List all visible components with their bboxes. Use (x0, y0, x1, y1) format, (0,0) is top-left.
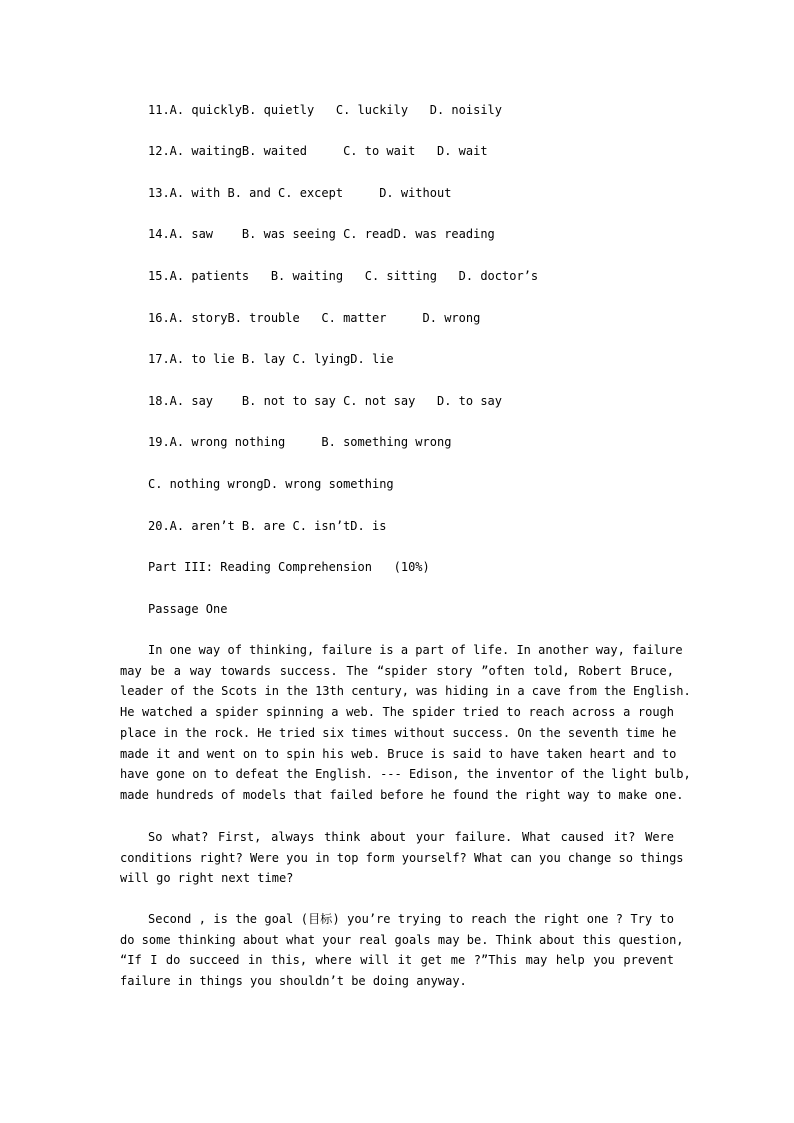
question-12: 12.A. waitingB. waited C. to wait D. wait (148, 144, 488, 158)
paragraph-line: have gone on to defeat the English. --- Edison, the inventor of the light bulb, (120, 767, 691, 782)
question-19-continued: C. nothing wrongD. wrong something (148, 477, 394, 491)
paragraph-line: failure in things you shouldn’t be doing anyway. (120, 974, 467, 989)
paragraph-line: made it and went on to spin his web. Bruce is said to have taken heart and to (120, 746, 677, 761)
question-20: 20.A. aren’t B. are C. isn’tD. is (148, 519, 387, 533)
passage-title: Passage One (148, 602, 228, 616)
question-16: 16.A. storyB. trouble C. matter D. wrong (148, 311, 481, 325)
passage-paragraph-2 (120, 827, 684, 889)
question-15: 15.A. patients B. waiting C. sitting D. doctor’s (148, 269, 539, 283)
paragraph-line: do some thinking about what your real goals may be. Think about this question, (120, 932, 684, 947)
paragraph-line: leader of the Scots in the 13th century, was hiding in a cave from the English. (120, 684, 691, 699)
question-19: 19.A. wrong nothing B. something wrong (148, 435, 452, 449)
paragraph-line: may be a way towards success. The “spider story ”often told, Robert Bruce, (120, 663, 674, 678)
paragraph-line: Second , is the goal (目标) you’re trying to reach the right one ? Try to (148, 912, 674, 926)
section-title: Part III: Reading Comprehension (10%) (148, 560, 430, 574)
paragraph-line: So what? First, always think about your failure. What caused it? Were (148, 830, 674, 844)
paragraph-line: He watched a spider spinning a web. The spider tried to reach across a rough (120, 705, 674, 720)
passage-paragraph-1 (120, 640, 691, 806)
question-14: 14.A. saw B. was seeing C. readD. was reading (148, 227, 495, 241)
paragraph-line: conditions right? Were you in top form yourself? What can you change so things (120, 850, 684, 865)
paragraph-line: made hundreds of models that failed before he found the right way to make one. (120, 787, 684, 802)
paragraph-line: “If I do succeed in this, where will it get me ?”This may help you prevent (120, 953, 674, 968)
question-18: 18.A. say B. not to say C. not say D. to say (148, 394, 503, 408)
passage-paragraph-3 (120, 909, 684, 992)
question-17: 17.A. to lie B. lay C. lyingD. lie (148, 352, 394, 366)
paragraph-line: will go right next time? (120, 871, 294, 886)
paragraph-line: In one way of thinking, failure is a part of life. In another way, failure (148, 643, 683, 657)
question-11: 11.A. quicklyB. quietly C. luckily D. noisily (148, 103, 503, 117)
question-13: 13.A. with B. and C. except D. without (148, 186, 452, 200)
paragraph-line: place in the rock. He tried six times without success. On the seventh time he (120, 725, 677, 740)
